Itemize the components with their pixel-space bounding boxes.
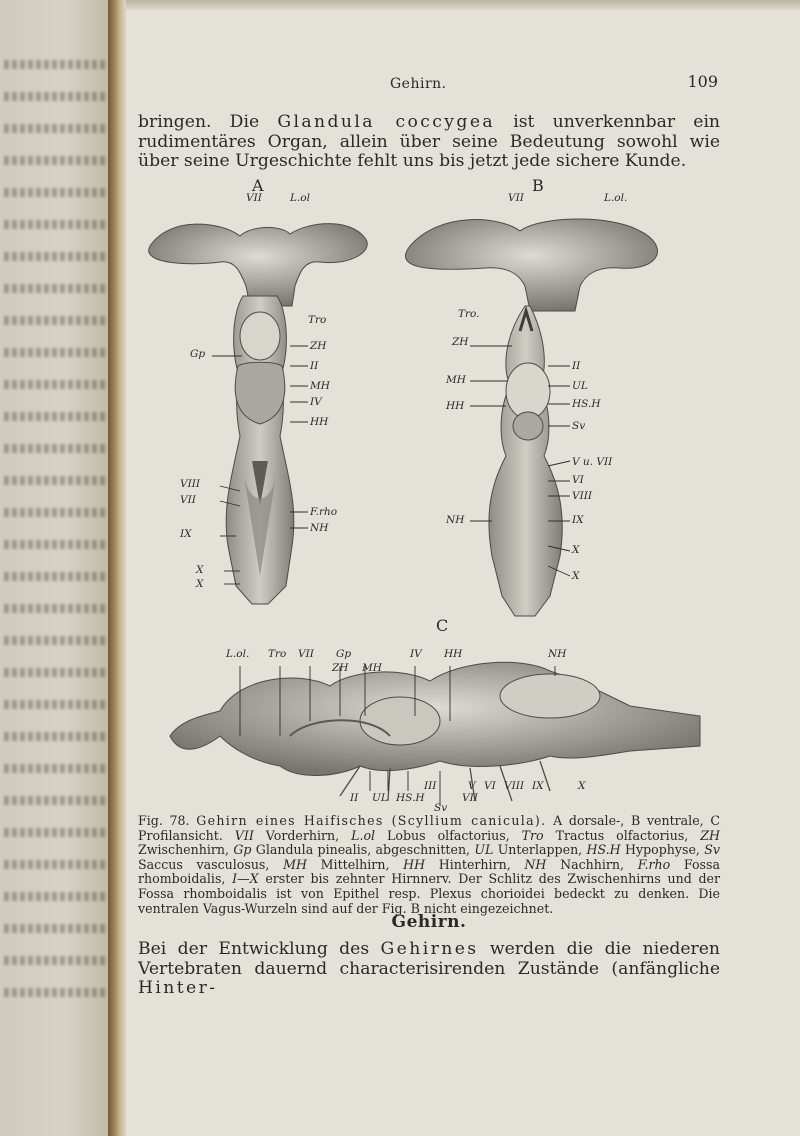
caption-abbr: L.ol xyxy=(351,827,376,843)
label-c-nh: NH xyxy=(548,648,567,660)
label-a-vii: VII xyxy=(246,192,262,204)
caption-text: A dorsale-, B ventrale, C Profilansicht. xyxy=(138,813,720,843)
label-a-viii: VIII xyxy=(180,478,201,490)
label-c-mh: MH xyxy=(362,662,382,674)
panel-b-letter: B xyxy=(532,176,544,195)
brain-illustration xyxy=(140,176,720,816)
label-c-ii: II xyxy=(350,792,359,804)
label-b-sv: Sv xyxy=(572,420,586,432)
closing-text: Bei der Entwicklung des xyxy=(138,939,381,959)
label-b-zh: ZH xyxy=(452,336,469,348)
label-c-ix: IX xyxy=(532,780,544,792)
brain-figure xyxy=(140,176,720,816)
caption-text: Saccus vasculosus, xyxy=(138,856,284,872)
label-a-gp: Gp xyxy=(190,348,206,360)
intro-paragraph xyxy=(138,113,720,172)
label-a-iv: IV xyxy=(310,396,322,408)
label-c-vi: VI xyxy=(484,780,496,792)
panel-b-drawing xyxy=(405,219,657,616)
page-number: 109 xyxy=(687,72,718,91)
caption-abbr: UL xyxy=(474,842,494,858)
caption-text: Glandula pinealis, abgeschnitten, xyxy=(251,842,475,858)
closing-term: Hinter- xyxy=(138,978,218,998)
label-b-vi: VI xyxy=(572,474,584,486)
label-b-ix: IX xyxy=(572,514,584,526)
label-b-hh: HH xyxy=(446,400,465,412)
label-a-hh: HH xyxy=(310,416,329,428)
caption-text: Hinterhirn, xyxy=(425,856,525,872)
label-c-viii: VIII xyxy=(504,780,525,792)
caption-text: Unterlappen, xyxy=(493,842,587,858)
label-b-x2: X xyxy=(572,570,580,582)
label-a-nh: NH xyxy=(310,522,329,534)
label-a-frho: F.rho xyxy=(310,506,338,518)
label-a-lol: L.ol xyxy=(290,192,310,204)
label-a-vii-b: VII xyxy=(180,494,196,506)
label-c-lol: L.ol. xyxy=(226,648,250,660)
label-b-lol: L.ol. xyxy=(604,192,628,204)
caption-text: Mittelhirn, xyxy=(306,856,404,872)
caption-abbr: ZH xyxy=(700,827,720,843)
label-a-zh: ZH xyxy=(310,340,327,352)
label-c-sv: Sv xyxy=(434,802,448,814)
label-a-ii: II xyxy=(310,360,319,372)
label-b-x1: X xyxy=(572,544,580,556)
caption-text: Vorderhirn, xyxy=(253,827,352,843)
label-b-mh: MH xyxy=(446,374,466,386)
label-b-ul: UL xyxy=(572,380,588,392)
closing-paragraph xyxy=(138,940,720,999)
page-header xyxy=(128,72,718,98)
caption-text: Nachhirn, xyxy=(546,856,638,872)
intro-text-before: bringen. Die xyxy=(138,112,278,132)
intro-text-after: ist unverkennbar ein rudimentäres Organ, allein über seine Bedeutung sowohl wie über seine Urgeschichte fehlt uns bis jetzt jede sichere Kunde. xyxy=(138,112,721,171)
panel-a-letter: A xyxy=(252,176,264,195)
label-b-tro: Tro. xyxy=(458,308,480,320)
caption-text: Zwischenhirn, xyxy=(138,842,234,858)
closing-term: Gehirnes xyxy=(380,939,479,959)
label-c-hh: HH xyxy=(444,648,463,660)
label-c-tro: Tro xyxy=(268,648,287,660)
panel-a-drawing xyxy=(149,224,368,604)
label-c-vii-b: VII xyxy=(462,792,478,804)
label-c-v: V xyxy=(468,780,476,792)
label-a-tro: Tro xyxy=(308,314,327,326)
label-b-hsh: HS.H xyxy=(572,398,601,410)
label-b-nh: NH xyxy=(446,514,465,526)
intro-term: Glandula coccygea xyxy=(277,112,496,132)
label-c-iii: III xyxy=(424,780,437,792)
caption-abbr: Sv xyxy=(704,842,720,858)
closing-text: werden die die niederen Vertebraten dauernd characterisirenden Zustände (anfängliche xyxy=(138,939,720,979)
caption-abbr: F.rho xyxy=(637,856,671,872)
section-heading: Gehirn. xyxy=(391,912,467,932)
label-c-ul: UL xyxy=(372,792,388,804)
label-b-viii: VIII xyxy=(572,490,593,502)
caption-text: Hypophyse, xyxy=(620,842,705,858)
book-gutter xyxy=(108,0,126,1136)
label-c-vii: VII xyxy=(298,648,314,660)
panel-c-letter: C xyxy=(436,616,449,635)
label-b-vii: VII xyxy=(508,192,524,204)
label-a-ix: IX xyxy=(180,528,192,540)
caption-abbr: Gp xyxy=(233,842,252,858)
caption-title: Gehirn eines Haifisches (Scyllium canicula). xyxy=(196,813,547,828)
label-c-x: X xyxy=(578,780,586,792)
caption-text: Tractus olfactorius, xyxy=(543,827,701,843)
label-c-hsh: HS.H xyxy=(396,792,425,804)
label-b-vvii: V u. VII xyxy=(572,456,613,468)
caption-abbr: I—X xyxy=(232,871,259,887)
label-c-gp: Gp xyxy=(336,648,352,660)
facing-page-edge xyxy=(0,0,112,1136)
caption-abbr: Tro xyxy=(521,827,544,843)
label-c-zh: ZH xyxy=(332,662,349,674)
caption-abbr: MH xyxy=(283,856,307,872)
label-a-x1: X xyxy=(196,564,204,576)
caption-text: Fossa rhomboidalis, xyxy=(138,856,720,887)
figure-caption xyxy=(138,814,720,916)
page-top-edge xyxy=(126,0,800,10)
label-a-mh: MH xyxy=(310,380,330,392)
caption-abbr: NH xyxy=(524,856,547,872)
caption-abbr: HH xyxy=(403,856,426,872)
caption-text: erster bis zehnter Hirnnerv. Der Schlitz des Zwischenhirns und der Fossa rhomboidalis ist von Epithel resp. Plexus chorioidei bedeckt zu denken. Die ventralen Vagus-Wurzeln sind auf der Fig. B nicht eingezeichnet. xyxy=(138,871,720,916)
running-title: Gehirn. xyxy=(390,76,447,92)
label-c-iv: IV xyxy=(410,648,422,660)
label-a-x2: X xyxy=(196,578,204,590)
caption-text: Lobus olfactorius, xyxy=(375,827,522,843)
label-b-ii: II xyxy=(572,360,581,372)
caption-fig-number: Fig. 78. xyxy=(138,813,190,828)
caption-abbr: HS.H xyxy=(586,842,621,858)
caption-abbr: VII xyxy=(234,827,254,843)
